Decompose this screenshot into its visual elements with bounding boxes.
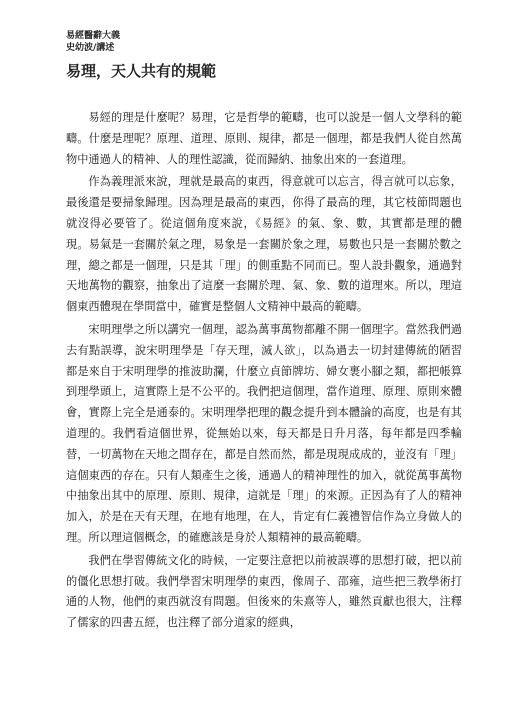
paragraph-4: 我們在學習傳統文化的時候，一定要注意把以前被誤導的思想打破，把以前的僵化思想打破。我們學習宋明理學的東西，像周子、邵雍，這些把三教學術打通的人物，他們的東西就沒有問題。但後來的朱熹等人，雖然貢獻也很大，注釋了儒家的四書五經，也注釋了部分道家的經典，: [66, 553, 462, 630]
paragraph-3: 宋明理學之所以講究一個理，認為萬事萬物都離不開一個理字。當然我們過去有點誤導，說宋明理學是「存天理，滅人欲」，以為過去一切封建傳統的陋習都是來自于宋明理學的推波助瀾，什麼立貞節牌坊、婦女裹小腳之類，都把帳算到理學頭上，這實際上是不公平的。我們把這個理，當作道理、原理、原則來體會，實際上完全是通泰的。宋明理學把理的觀念提升到本體論的高度，也是有其道理的。我們看這個世界，從無始以來，每天都是日升月落，每年都是四季輪替，一切萬物在天地之間存在，都是自然而然，都是現現成成的，並沒有「理」這個東西的存在。只有人類產生之後，通過人的精神理性的加入，就從萬事萬物中抽象出其中的原理、原則、規律，這就是「理」的來源。正因為有了人的精神加入，於是在天有天理，在地有地理，在人，肯定有仁義禮智信作為立身做人的理。所以理這個概念，的確應該是身於人類精神的最高範疇。: [66, 322, 462, 544]
paragraph-2: 作為義理派來說，理就是最高的東西，得意就可以忘言，得言就可以忘象，最後還是要掃象歸理。因為理是最高的東西，你得了最高的理，其它枝節問題也就沒得必要管了。從這個角度來說，《易經》的氣、象、數，其實都是理的體現。易氣是一套關於氣之理，易象是一套關於象之理，易數也只是一套關於數之理，總之都是一個理，只是其「理」的側重點不同而已。聖人設卦觀象，通過對天地萬物的觀察，抽象出了這麼一套關於理、氣、象、數的道理來。所以，理這個東西體現在學問當中，確實是整個人文精神中最高的範疇。: [66, 175, 462, 314]
section-title: 易理，天人共有的規範: [66, 62, 217, 80]
body-text: [66, 108, 462, 636]
running-header: [66, 30, 266, 54]
header-series-title: 易經醫辭大義: [66, 31, 121, 41]
paragraph-1: 易經的理是什麼呢？易理，它是哲學的範疇，也可以說是一個人文學科的範疇。什麼是理呢？原理、道理、原則、規律，都是一個理，都是我們人從自然萬物中通過人的精神、人的理性認識，從而歸納、抽象出來的一套道理。: [66, 111, 462, 166]
header-author: 史幼波/講述: [66, 43, 115, 53]
